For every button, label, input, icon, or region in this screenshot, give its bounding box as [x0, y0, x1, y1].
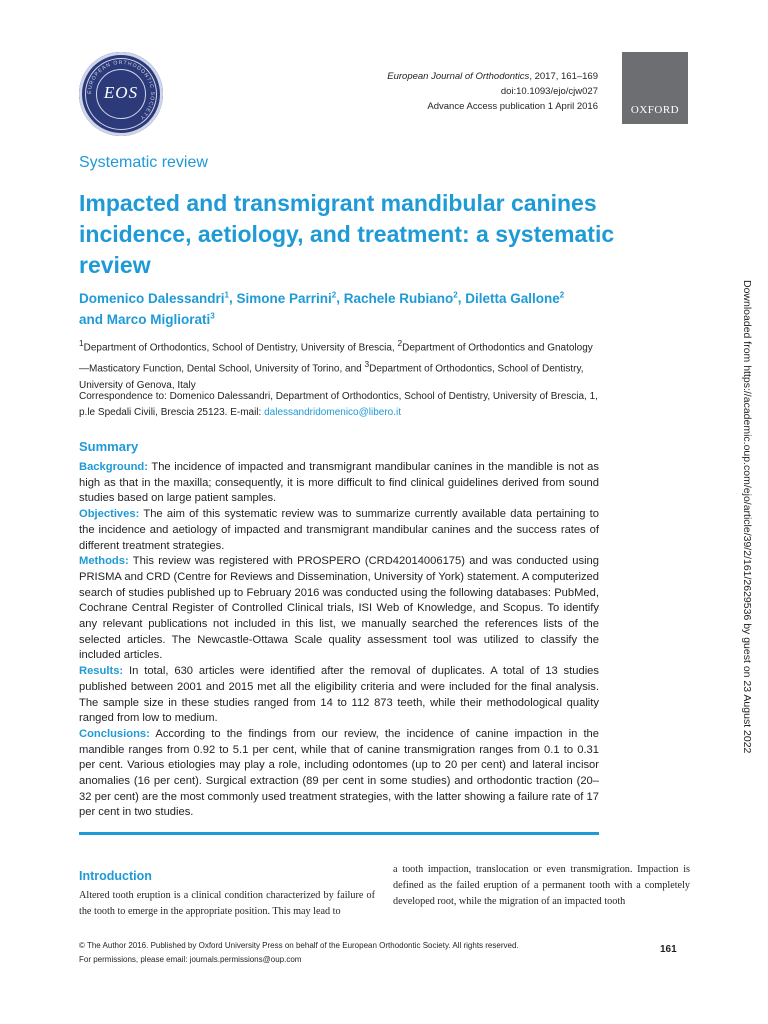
- section-divider: [79, 832, 599, 835]
- footer-notice: [79, 939, 639, 967]
- summary-results: Results: In total, 630 articles were identified after the removal of duplicates. A total of 13 studies published between 2001 and 2015 met all the eligibility criteria and were included for the final analysis. The sample size in these studies ranged from 14 to 112 873 teeth, while their methodological quality ranged from low to medium.: [79, 665, 599, 725]
- journal-logo: [79, 52, 163, 136]
- author[interactable]: and Marco Migliorati$^3$: [79, 311, 215, 327]
- doi[interactable]: doi:10.1093/ejo/cjw027: [500, 86, 598, 97]
- advance-access: Advance Access publication 1 April 2016: [427, 101, 598, 112]
- publisher-name: OXFORD: [630, 104, 680, 116]
- correspondence-email[interactable]: dalessandridomenico@libero.it: [264, 407, 401, 418]
- download-watermark-text: Downloaded from https://academic.oup.com/ejo/article/39/2/161/2629536 by guest on 23 August 2022: [741, 280, 753, 754]
- introduction-right-column: a tooth impaction, translocation or even transmigration. Impaction is defined as the failed eruption of a permanent tooth with a completely developed root, while the migration of an impacted tooth: [393, 864, 690, 907]
- logo-monogram: EOS: [103, 83, 139, 102]
- article-title: Impacted and transmigrant mandibular canines incidence, aetiology, and treatment: a systematic review: [79, 190, 615, 278]
- article-category: Systematic review: [79, 154, 208, 171]
- author-list: Domenico Dalessandri$^1$, Simone Parrini$^2$, Rachele Rubiano$^2$, Diletta Gallone$^2$ and Marco Migliorati$^3$: [79, 290, 565, 327]
- logo-ring-text: EUROPEAN ORTHODONTIC SOCIETY: [86, 59, 156, 121]
- introduction-left-column: Altered tooth eruption is a clinical condition characterized by failure of the tooth to emerge in the appropriate position. This may lead to: [79, 890, 375, 917]
- affiliations: $^1$Department of Orthodontics, School of Dentistry, University of Brescia, $^2$Department of Orthodontics and Gnatology—Masticatory Function, Dental School, University of Torino, and $^3$Department of Orthodontics, School of Dentistry, University of Genova, Italy: [79, 338, 593, 391]
- permissions[interactable]: For permissions, please email: journals.permissions@oup.com: [79, 955, 302, 964]
- author[interactable]: Rachele Rubiano$^2$: [343, 290, 458, 306]
- summary-background: Background: The incidence of impacted and transmigrant mandibular canines in the mandible is not as high as that in the maxilla; consequently, it is more difficult to find clinical guidelines derived from sound studies based on large patient samples.: [79, 461, 599, 505]
- author[interactable]: Simone Parrini$^2$: [236, 290, 337, 306]
- page-number: 161: [660, 944, 677, 955]
- summary-heading: Summary: [79, 439, 139, 454]
- journal-citation: [387, 69, 598, 84]
- copyright: © The Author 2016. Published by Oxford University Press on behalf of the European Orthodontic Society. All rights reserved.: [79, 941, 519, 950]
- summary-objectives: Objectives: The aim of this systematic review was to summarize currently available data pertaining to the incidence and aetiology of impacted and transmigrant mandibular canines and the success rates of different treatment strategies.: [79, 508, 599, 552]
- download-watermark: [741, 280, 755, 780]
- summary-methods: Methods: This review was registered with PROSPERO (CRD42014006175) and was conducted using PRISMA and CRD (Centre for Reviews and Dissemination, University of York) statement. A computerized search of studies published up to February 2016 was conducted using the following databases: PubMed, Cochrane Central Register of Controlled Clinical trials, ISI Web of Knowledge, and Scopus. To identify any relevant publications not included in this list, we manually searched the references lists of the selected articles. The Newcastle-Ottawa Scale quality assessment tool was utilized to classify the included articles.: [79, 555, 599, 662]
- journal-info: [387, 69, 598, 114]
- summary-body: [79, 460, 599, 821]
- introduction-heading: Introduction: [79, 869, 152, 883]
- journal-year-pages: , 2017, 161–169: [529, 71, 598, 82]
- correspondence: Correspondence to: Domenico Dalessandri, Department of Orthodontics, School of Dentistry, University of Brescia, 1, p.le Spedali Civili, Brescia 25123. E-mail: dalessandridomenico@libero.it: [79, 391, 598, 418]
- journal-name: European Journal of Orthodontics: [387, 71, 530, 82]
- summary-conclusions: Conclusions: According to the findings from our review, the incidence of canine impaction in the mandible ranges from 0.92 to 5.1 per cent, while that of canine transmigration ranges from 0.1 to 0.31 per cent. Various etiologies may play a role, including odontomes (up to 20 per cent) and lateral incisor anomalies (16 per cent). Surgical extraction (89 per cent in some studies) and orthodontic traction (20–32 per cent) are the most commonly used treatment strategies, with the latter showing a failure rate of 17 per cent in two studies.: [79, 727, 599, 819]
- author[interactable]: Domenico Dalessandri$^1$: [79, 290, 229, 306]
- author[interactable]: Diletta Gallone$^2$: [465, 290, 565, 306]
- publisher-logo: [622, 52, 688, 124]
